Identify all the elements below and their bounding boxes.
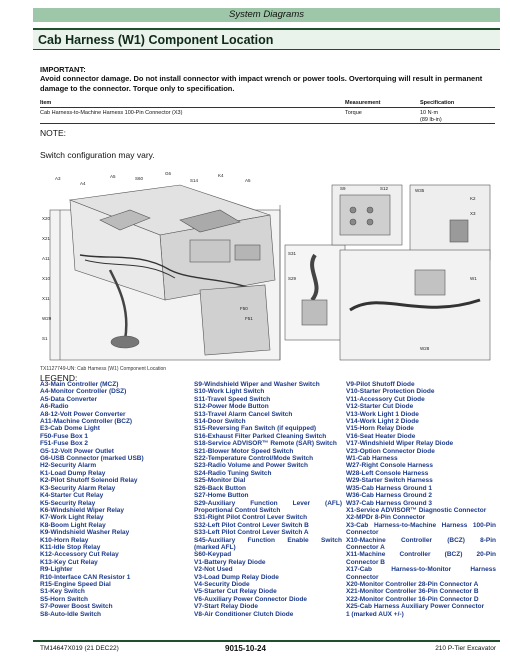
svg-text:F51: F51 <box>245 316 253 321</box>
footer-doc-id: TM14647X019 (21 DEC22) <box>40 645 119 652</box>
legend-entry: V11-Accessory Cut Diode <box>346 395 425 403</box>
legend-entry: X11-Machine Controller (BCZ) 20-Pin <box>346 551 496 559</box>
legend-entry: S33-Left Pilot Control Lever Switch A <box>194 529 309 537</box>
legend-entry: G6-USB Connector (marked USB) <box>40 455 144 463</box>
legend-entry: K8-Boom Light Relay <box>40 521 106 529</box>
svg-text:A4: A4 <box>80 181 86 186</box>
svg-text:S31: S31 <box>288 251 297 256</box>
legend-entry: R9-Lighter <box>40 566 73 574</box>
legend-entry: S27-Home Button <box>194 492 249 500</box>
legend-entry: K6-Windshield Wiper Relay <box>40 506 125 514</box>
legend-entry: S31-Right Pilot Control Lever Switch <box>194 514 308 522</box>
svg-text:X3: X3 <box>470 211 476 216</box>
legend-entry: S32-Left Pilot Control Lever Switch B <box>194 521 309 529</box>
legend-entry: F51-Fuse Box 2 <box>40 440 89 448</box>
legend-entry: X10-Machine Controller (BCZ) 8-Pin <box>346 536 496 544</box>
legend-entry: R10-Interface CAN Resistor 1 <box>40 573 131 581</box>
legend-entry: R15-Engine Speed Dial <box>40 580 111 588</box>
legend-entry: V6-Auxiliary Power Connector Diode <box>194 595 308 603</box>
legend-entry: Connector <box>346 529 379 537</box>
svg-text:S12: S12 <box>380 186 389 191</box>
title-box <box>33 28 500 50</box>
legend-entry: V12-Starter Cut Diode <box>346 403 414 411</box>
legend-entry: X1-Service ADVISOR™ Diagnostic Connector <box>346 506 487 514</box>
row-specification <box>420 110 442 123</box>
legend-entry: K4-Starter Cut Relay <box>40 492 104 500</box>
svg-text:S14: S14 <box>190 178 199 183</box>
legend-entry: (marked AFL) <box>194 543 236 551</box>
legend-entry: V5-Starter Cut Relay Diode <box>194 588 277 596</box>
legend-entry: S25-Monitor Dial <box>194 477 246 485</box>
svg-text:K4: K4 <box>218 173 224 178</box>
important-text: Avoid connector damage. Do not install connector with impact wrench or power tools. Overtorquing will result in permanent damage to the connector. Torque only to specification. <box>40 74 483 93</box>
legend-entry: V8-Air Conditioner Clutch Diode <box>194 610 294 618</box>
important-label: IMPORTANT: <box>40 65 86 74</box>
spec-table <box>40 98 495 124</box>
section-title: System Diagrams <box>229 9 304 20</box>
legend-entry: S14-Door Switch <box>194 418 246 426</box>
spec-metric: 10 N·m <box>420 110 439 116</box>
svg-text:G6: G6 <box>165 171 172 176</box>
svg-text:A11: A11 <box>42 256 50 261</box>
footer-rule <box>33 640 500 642</box>
legend-entry: W28-Left Console Harness <box>346 469 429 477</box>
legend-entry: K1-Load Dump Relay <box>40 469 106 477</box>
legend-entry: X3-Cab Harness-to-Machine Harness 100-Pin <box>346 521 496 529</box>
row-item: Cab Harness-to-Machine Harness 100-Pin Connector (X3) <box>40 110 183 116</box>
cab-interior-drawing <box>50 185 280 360</box>
header-item: Item <box>40 100 52 106</box>
svg-text:F50: F50 <box>240 306 248 311</box>
svg-text:S9: S9 <box>340 186 346 191</box>
legend-entry: X22-Monitor Controller 16-Pin Connector D <box>346 595 479 603</box>
legend-entry: S29-Auxiliary Function Lever (AFL) <box>194 499 342 507</box>
figure-caption: TX1127749-UN: Cab Harness (W1) Component Location <box>40 366 167 372</box>
legend-entry: K3-Security Alarm Relay <box>40 484 116 492</box>
legend-entry: V1-Battery Relay Diode <box>194 558 266 566</box>
legend-entry: 1 (marked AUX +/-) <box>346 610 404 618</box>
legend-entry: Proportional Control Switch <box>194 506 281 514</box>
svg-text:W28: W28 <box>420 346 430 351</box>
legend-entry: S15-Reversing Fan Switch (if equipped) <box>194 425 317 433</box>
legend-entry: S18-Service ADVISOR™ Remote (SAR) Switch <box>194 440 337 448</box>
legend-entry: S12-Power Mode Button <box>194 403 269 411</box>
legend-entry: V3-Load Dump Relay Diode <box>194 573 279 581</box>
legend-entry: W35-Cab Harness Ground 1 <box>346 484 432 492</box>
legend-entry: V17-Windshield Wiper Relay Diode <box>346 440 454 448</box>
legend-entry: S5-Horn Switch <box>40 595 89 603</box>
legend-entry: Connector A <box>346 543 385 551</box>
legend-entry: W27-Right Console Harness <box>346 462 434 470</box>
legend-entry: W37-Cab Harness Ground 3 <box>346 499 432 507</box>
legend-entry: K11-Idle Stop Relay <box>40 543 101 551</box>
legend-entry: S7-Power Boost Switch <box>40 603 113 611</box>
legend-entry: W29-Starter Switch Harness <box>346 477 433 485</box>
legend-entry: A5-Data Converter <box>40 395 98 403</box>
legend-entry: S26-Back Button <box>194 484 247 492</box>
page-title: Cab Harness (W1) Component Location <box>38 33 274 47</box>
legend-entry: K5-Security Relay <box>40 499 96 507</box>
legend-column-3 <box>346 381 496 618</box>
header-measurement: Measurement <box>345 100 381 106</box>
legend-entry: V2-Not Used <box>194 566 233 574</box>
svg-text:S29: S29 <box>288 276 297 281</box>
legend-entry: S23-Radio Volume and Power Switch <box>194 462 309 470</box>
legend-entry: Connector <box>346 573 379 581</box>
legend-entry: V4-Security Diode <box>194 580 250 588</box>
svg-text:X20: X20 <box>42 216 51 221</box>
lever-inset <box>285 245 345 340</box>
legend-entry: S24-Radio Tuning Switch <box>194 469 272 477</box>
legend-entry: V7-Start Relay Diode <box>194 603 258 611</box>
legend-entry: S9-Windshield Wiper and Washer Switch <box>194 381 320 388</box>
legend-entry: V23-Option Connector Diode <box>346 447 435 455</box>
legend-entry: F50-Fuse Box 1 <box>40 432 89 440</box>
legend-entry: X20-Monitor Controller 28-Pin Connector A <box>346 580 479 588</box>
legend-label: LEGEND: <box>40 373 78 383</box>
component-location-illustration <box>40 160 495 365</box>
legend-entry: A3-Main Controller (MCZ) <box>40 381 119 388</box>
legend-column-2 <box>194 381 342 618</box>
svg-text:X10: X10 <box>42 276 51 281</box>
section-header-bar <box>33 8 500 22</box>
legend-entry: V15-Horn Relay Diode <box>346 425 414 433</box>
legend-entry: V13-Work Light 1 Diode <box>346 410 419 418</box>
legend-entry: K7-Work Light Relay <box>40 514 104 522</box>
svg-text:W1: W1 <box>470 276 477 281</box>
legend-entry: W36-Cab Harness Ground 2 <box>346 492 432 500</box>
legend-entry: S11-Travel Speed Switch <box>194 395 271 403</box>
legend-entry: V16-Seat Heater Diode <box>346 432 416 440</box>
legend-entry: V10-Starter Protection Diode <box>346 388 435 396</box>
console-inset <box>332 185 402 245</box>
svg-text:W29: W29 <box>42 316 52 321</box>
legend-entry: X21-Monitor Controller 36-Pin Connector B <box>346 588 479 596</box>
spec-table-header <box>40 98 495 108</box>
legend-entry: S10-Work Light Switch <box>194 388 265 396</box>
legend-entry: A11-Machine Controller (BCZ) <box>40 418 133 426</box>
legend-entry: S13-Travel Alarm Cancel Switch <box>194 410 293 418</box>
legend-entry: A8-12-Volt Power Converter <box>40 410 126 418</box>
legend-entry: S21-Blower Motor Speed Switch <box>194 447 294 455</box>
svg-text:A5: A5 <box>245 178 251 183</box>
legend-entry: S16-Exhaust Filter Parked Cleaning Switch <box>194 432 327 440</box>
footer-page-number: 9015-10-24 <box>225 644 266 653</box>
svg-text:A5: A5 <box>110 174 116 179</box>
spec-table-row <box>40 108 495 124</box>
legend-entry: K12-Accessory Cut Relay <box>40 551 119 559</box>
legend-entry: X17-Cab Harness-to-Monitor Harness <box>346 566 496 574</box>
legend-entry: H2-Security Alarm <box>40 462 97 470</box>
legend-entry: E3-Cab Dome Light <box>40 425 100 433</box>
legend-entry: K9-Windshield Washer Relay <box>40 529 130 537</box>
legend-entry: X2-MPDr 8-Pin Connector <box>346 514 426 522</box>
legend-entry: V9-Pilot Shutoff Diode <box>346 381 415 388</box>
legend-entry: K13-Key Cut Relay <box>40 558 98 566</box>
legend-entry: A4-Monitor Controller (DSZ) <box>40 388 127 396</box>
legend-entry: S22-Temperature Control/Mode Switch <box>194 455 314 463</box>
legend-entry: W1-Cab Harness <box>346 455 398 463</box>
legend-entry: S60-Keypad <box>194 551 232 559</box>
legend-entry: S45-Auxiliary Function Enable Switch <box>194 536 342 544</box>
footer-model: 210 P-Tier Excavator <box>435 645 496 652</box>
svg-text:K2: K2 <box>470 196 476 201</box>
legend-entry: Connector B <box>346 558 385 566</box>
legend-entry: V14-Work Light 2 Diode <box>346 418 419 426</box>
svg-text:X11: X11 <box>42 296 50 301</box>
legend-entry: S1-Key Switch <box>40 588 85 596</box>
note-label: NOTE: <box>40 128 66 138</box>
note-text: Switch configuration may vary. <box>40 150 155 160</box>
legend-entry: K2-Pilot Shutoff Solenoid Relay <box>40 477 138 485</box>
row-measurement: Torque <box>345 110 362 116</box>
legend-entry: S8-Auto-Idle Switch <box>40 610 102 618</box>
legend-entry: X25-Cab Harness Auxiliary Power Connector <box>346 603 485 611</box>
svg-text:X21: X21 <box>42 236 51 241</box>
legend-entry: G5-12-Volt Power Outlet <box>40 447 114 455</box>
legend-entry: A6-Radio <box>40 403 69 411</box>
svg-text:A3: A3 <box>55 176 61 181</box>
spec-imperial: (89 lb-in) <box>420 116 442 123</box>
svg-text:S60: S60 <box>135 176 144 181</box>
legend-entry: K10-Horn Relay <box>40 536 89 544</box>
header-specification: Specification <box>420 100 455 106</box>
legend-column-1 <box>40 381 190 618</box>
svg-text:W35: W35 <box>415 188 425 193</box>
svg-text:S1: S1 <box>42 336 48 341</box>
